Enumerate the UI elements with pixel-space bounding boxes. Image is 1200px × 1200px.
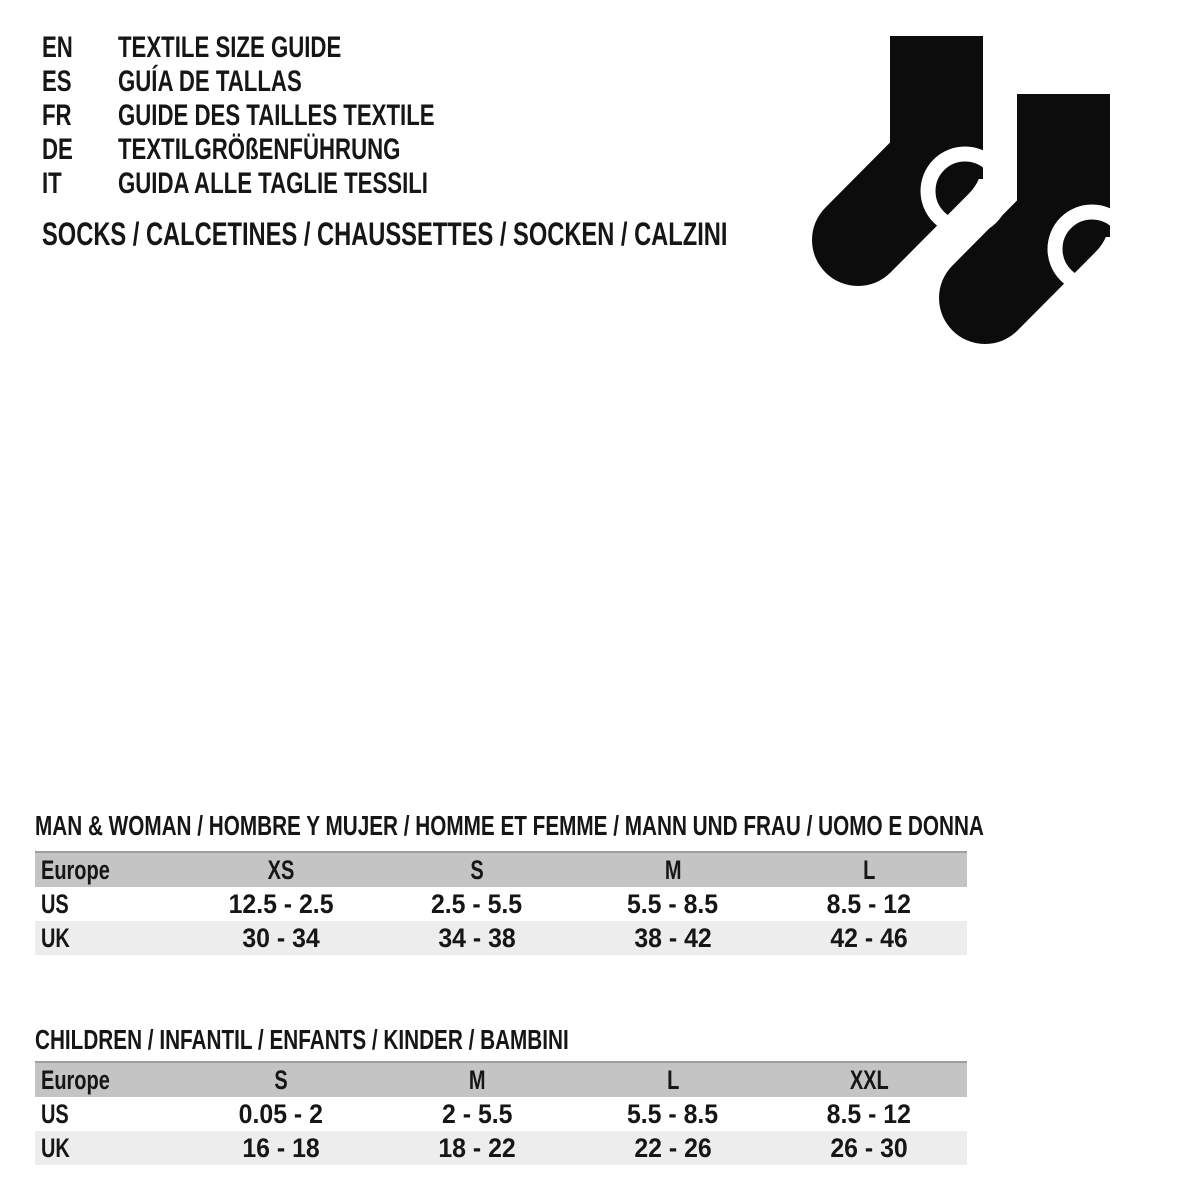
language-row-en [42,31,546,65]
language-row-es [42,65,546,99]
adults-header-region: Europe [41,854,110,885]
children-uk-m: 18 - 22 [438,1132,516,1163]
guide-title-de: TEXTILGRÖßENFÜHRUNG [118,133,401,166]
children-header-row [35,1062,967,1097]
children-us-row [35,1097,967,1131]
adults-size-section [35,810,984,955]
children-size-section [35,1026,967,1165]
children-size-table [35,1061,967,1165]
children-header-xxl: XXL [849,1064,889,1095]
adults-header-xs: XS [267,854,295,885]
language-code-it: IT [42,167,62,200]
adults-us-row [35,887,967,921]
adults-us-l: 8.5 - 12 [826,888,912,919]
category-line-text: SOCKS / CALCETINES / CHAUSSETTES / SOCKEN / CALZINI [42,216,728,252]
adults-header-row [35,852,967,887]
adults-us-s: 2.5 - 5.5 [431,888,523,919]
children-header-m: M [468,1064,486,1095]
children-us-label: US [41,1098,69,1129]
guide-title-it: GUIDA ALLE TAGLIE TESSILI [118,167,428,200]
children-uk-s: 16 - 18 [242,1132,320,1163]
children-uk-xxl: 26 - 30 [830,1132,908,1163]
socks-icon [810,36,1110,348]
language-title-block [42,31,546,201]
language-row-it [42,167,546,201]
adults-size-table [35,851,967,955]
guide-title-en: TEXTILE SIZE GUIDE [118,31,342,64]
language-code-es: ES [42,65,72,98]
language-code-en: EN [42,31,73,64]
children-us-m: 2 - 5.5 [441,1098,513,1129]
children-uk-label: UK [41,1132,70,1163]
guide-title-fr: GUIDE DES TAILLES TEXTILE [118,99,435,132]
adults-uk-xs: 30 - 34 [242,922,320,953]
adults-us-xs: 12.5 - 2.5 [228,888,334,919]
adults-header-s: S [470,854,484,885]
children-uk-l: 22 - 26 [634,1132,712,1163]
adults-header-l: L [862,854,876,885]
children-header-s: S [274,1064,288,1095]
children-section-title: CHILDREN / INFANTIL / ENFANTS / KINDER / BAMBINI [35,1024,569,1055]
children-us-l: 5.5 - 8.5 [627,1098,719,1129]
children-header-region: Europe [41,1064,110,1095]
adults-uk-label: UK [41,922,70,953]
children-uk-row [35,1131,967,1165]
children-us-s: 0.05 - 2 [238,1098,324,1129]
children-header-l: L [666,1064,680,1095]
language-code-fr: FR [42,99,72,132]
language-row-fr [42,99,546,133]
children-us-xxl: 8.5 - 12 [826,1098,912,1129]
adults-us-label: US [41,888,69,919]
adults-us-m: 5.5 - 8.5 [627,888,719,919]
adults-uk-row [35,921,967,955]
adults-uk-s: 34 - 38 [438,922,516,953]
adults-uk-l: 42 - 46 [830,922,908,953]
guide-title-es: GUÍA DE TALLAS [118,65,302,98]
adults-header-m: M [664,854,682,885]
adults-section-title: MAN & WOMAN / HOMBRE Y MUJER / HOMME ET FEMME / MANN UND FRAU / UOMO E DONNA [35,810,984,841]
language-row-de [42,133,546,167]
adults-uk-m: 38 - 42 [634,922,712,953]
language-code-de: DE [42,133,73,166]
